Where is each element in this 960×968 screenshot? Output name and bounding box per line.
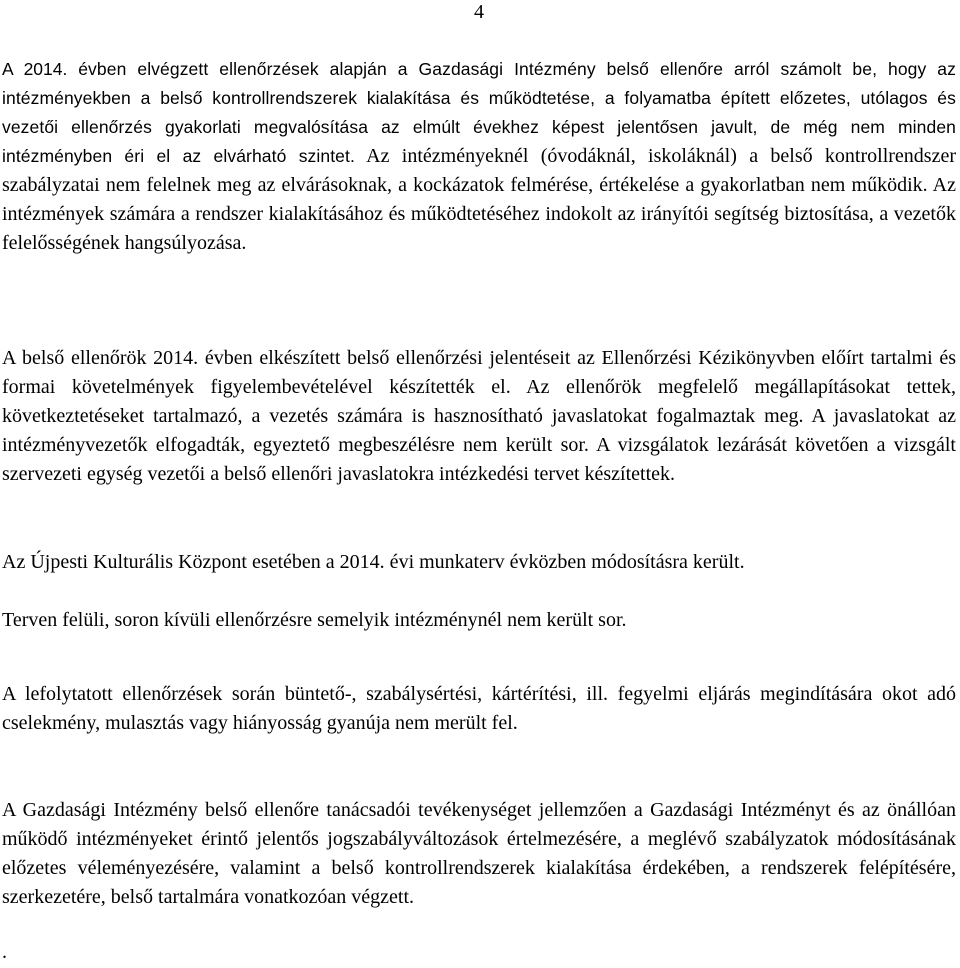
paragraph-audit-reports: A belső ellenőrök 2014. évben elkészített belső ellenőrzési jelentéseit az Ellenőrzési Kézikönyvben előírt tartalmi és formai követelmények figyelembevételével készítették el. Az ellenőrök megfelelő megállapításokat tettek, következtetéseket tartalmazó, a vezetés számára is hasznosítható javaslatokat fogalmaztak meg. A javaslatokat az intézményvezetők elfogadták, egyeztető megbeszélésre nem került sor. A vizsgálatok lezárását követően a vizsgált szervezeti egység vezetői a belső ellenőri javaslatokra intézkedési tervet készítettek. [2, 347, 956, 485]
paragraph-serif-text: Az intézményeknél (óvodáknál, iskoláknál) a belső kontrollrendszer szabályzatai nem felelnek meg az elvárásoknak, a kockázatok felmérése, értékelése a gyakorlatban nem működik. Az intézmények számára a rendszer kialakításához és működtetéséhez indokolt az irányítói segítség biztosítása, a vezetők felelősségének hangsúlyozása. [2, 145, 956, 254]
paragraph-workplan-change: Az Újpesti Kulturális Központ esetében a 2014. évi munkaterv évközben módosításra került. [2, 551, 745, 573]
paragraph-extraordinary-audits: Terven felüli, soron kívüli ellenőrzésre semelyik intézménynél nem került sor. [2, 609, 627, 631]
paragraph-lead: A 2014. [2, 59, 79, 79]
paragraph-internal-control-findings [2, 55, 956, 258]
paragraph-no-proceedings: A lefolytatott ellenőrzések során büntető-, szabálysértési, kártérítési, ill. fegyelmi eljárás megindítására okot adó cselekmény, mulasztás vagy hiányosság gyanúja nem merült fel. [2, 683, 956, 734]
trailing-mark: . [2, 941, 7, 963]
page-number: 4 [474, 1, 484, 23]
paragraph-advisory-activity: A Gazdasági Intézmény belső ellenőre tanácsadói tevékenységet jellemzően a Gazdasági Intézményt és az önállóan működő intézményeket érintő jelentős jogszabályváltozások értelmezésére, a meglévő szabályzatok módosításának előzetes véleményezésére, valamint a belső kontrollrendszerek kialakítása érdekében, a rendszerek felépítésére, szerkezetére, belső tartalmára vonatkozóan végzett. [2, 799, 956, 908]
paragraph-sans-text: évben elvégzett ellenőrzések alapján a Gazdasági Intézmény belső ellenőre arról számolt be, hogy az intézményekben a belső kontrollrendszerek kialakítása és működtetése, a folyamatba épített előzetes, utólagos és vezetői ellenőrzés gyakorlati megvalósítása az elmúlt évekhez képest jelentősen javult, de még nem minden intézményben éri el az elvárható szintet. [2, 59, 956, 166]
